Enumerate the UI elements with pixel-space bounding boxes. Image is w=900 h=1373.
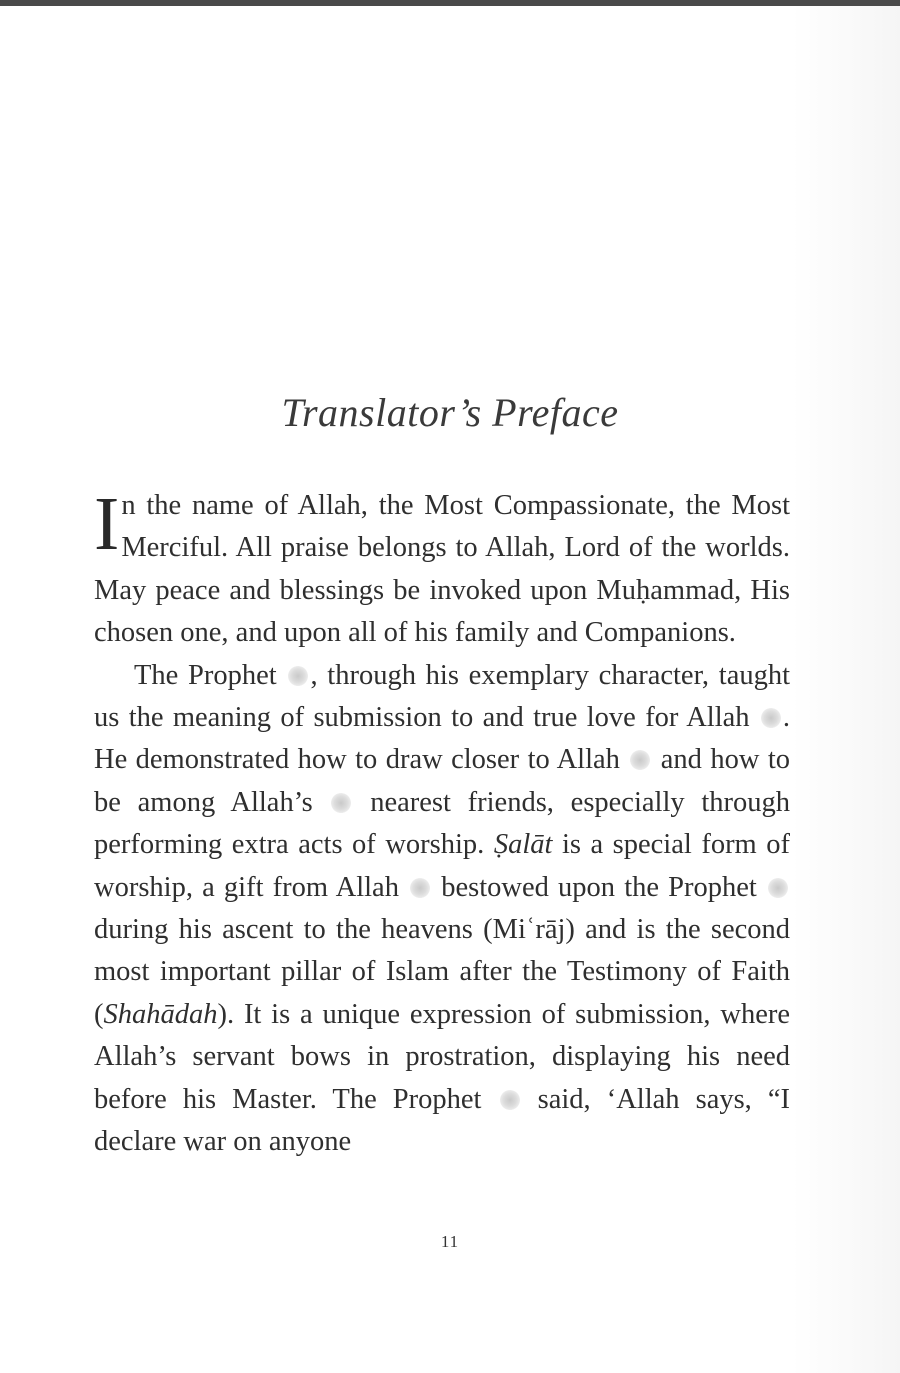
shahadah-term: Shahādah [103,998,218,1030]
text-segment: , through his exemplary character, taught us the meaning of submission to and true love for Allah [94,659,791,734]
honorific-icon [768,878,788,898]
drop-cap: I [94,482,120,566]
paragraph-1 [94,482,790,655]
honorific-icon [630,750,650,770]
text-segment: nearest friends, especially through performing extra acts of worship. [94,786,791,861]
text-segment: and how to be among Allah’s [94,744,790,818]
body-text [94,482,791,1164]
text-segment: ). It is a unique expression of submission, where Allah’s servant bows in prostration, displaying his need before his Master. The Prophet [94,998,790,1115]
honorific-icon [410,878,430,898]
text-segment: is a special form of worship, a gift from Allah [94,829,790,903]
salat-term: Ṣalāt [493,829,553,861]
text-segment: . He demonstrated how to draw closer to Allah [94,702,791,776]
text-segment: The Prophet [134,659,277,691]
page-number: 11 [440,1232,460,1251]
text-segment: during his ascent to the heavens (Miʿrāj) and is the second most important pillar of Islam after the Testimony of Faith ( [94,914,790,1030]
honorific-icon [761,708,781,728]
paragraph-1-text: n the name of Allah, the Most Compassionate, the Most Merciful. All praise belongs to Allah, Lord of the worlds. May peace and blessings be invoked upon Muḥammad, His chosen one, and upon all of his family and Companions. [94,490,790,649]
chapter-heading: Translator’s Preface [281,390,619,435]
text-segment: said, ‘Allah says, “I declare war on anyone [94,1083,791,1158]
honorific-icon [500,1090,520,1110]
paragraph-2 [94,655,790,1164]
text-segment: bestowed upon the Prophet [441,871,757,903]
honorific-icon [288,666,308,686]
honorific-icon [331,793,351,813]
